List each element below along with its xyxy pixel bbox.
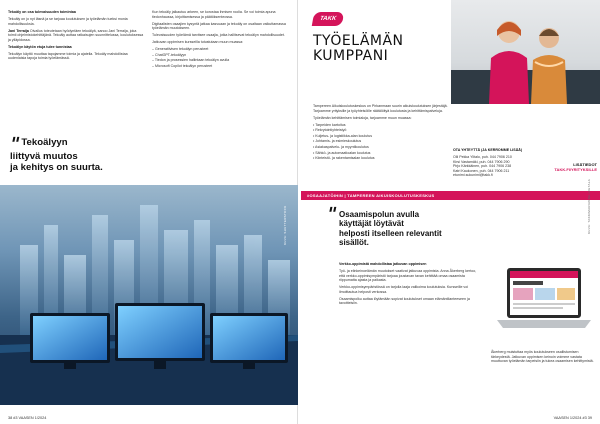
heading-ai-benefits: Tekoälyn käytön etuja tulee tunnistaa <box>8 44 72 49</box>
quote-line: käyttäjät löytävät <box>339 219 404 229</box>
contact-line: Kirsi Vastamäki, puh. 044 7906 290 <box>453 159 510 164</box>
pull-quote <box>7 134 150 174</box>
title-line: TYÖELÄMÄN <box>313 33 404 49</box>
left-page <box>0 0 298 424</box>
list-item: • Sähkö- ja automaatioalan koulutus <box>313 150 371 155</box>
paragraph: Tampereen Aikuiskoulutuskeskus on Pirkanmaan suurin aikuiskoulutuksen järjestäjä. Tarjoamme yrityksille ja työyhteisöille räätälöityä koulutusta ja kehittämispalveluja. <box>313 104 448 113</box>
pull-quote <box>324 204 489 248</box>
list-item: – Tiedon ja prosessien hallintaan tekoälyn avulla <box>152 58 230 63</box>
banner-bar <box>301 191 600 200</box>
paragraph: Työ- ja elinkeinoelämän muutokset vaativat jatkuvaa oppimista. Anna Åkerberg kertoo, että verkko-oppimisympäristö tarjoaa joustavan tavan kehittää omaa osaamista riippumatta ajasta ja paikasta. <box>339 268 477 283</box>
quote-mark-icon: " <box>7 134 22 155</box>
paragraph: Tulevaisuuden työelämä tarvitsee osaajia, jotka hallitsevat tekoälyn mahdollisuudet. <box>152 33 285 38</box>
list-item: – ChatGPT-tekoälyyn <box>152 52 187 57</box>
article-side-text <box>491 350 595 366</box>
paragraph: Verkko-oppimisympäristössä on tarjolla laaja valikoima koulutuksia. Kursseille voi ilmoittautua helposti verkossa. <box>339 285 469 294</box>
list-item: – Microsoft Copilot tekoälyn perusteet <box>152 63 213 68</box>
quote-line: ja kehitys on suurta. <box>10 161 103 173</box>
quote-line: helposti itselleen relevantit <box>339 228 442 238</box>
logo-text: TAKK <box>319 16 337 22</box>
laptop-photo <box>491 178 595 346</box>
monitor-icon <box>30 313 110 369</box>
quote-line: Osaamispolun avulla <box>339 210 420 219</box>
list-item: • Rekrytointiyhteistyö <box>313 128 347 133</box>
page-footer: 38 #3 VAASEN 1/2024 <box>8 416 47 420</box>
more-info <box>549 162 597 172</box>
quote-line: liittyvä muutos <box>10 151 78 162</box>
photo-people <box>451 0 600 104</box>
page-footer: VAASEN 1/2024 #3 39 <box>553 416 592 420</box>
monitor-icon <box>210 313 288 369</box>
more-link[interactable]: TAKK.FI/YRITYKSILLE <box>554 167 597 172</box>
course-list <box>152 47 288 68</box>
paragraph: Digitaalisten osaajien kysyntä jatkaa kasvuaan ja tekoäly on osaltaan vaikuttamassa työelämän muutokseen. <box>152 21 286 31</box>
list-intro: Työelämän kehittämisen toimialoja, tarjoamme muun muassa: <box>313 115 412 120</box>
right-page <box>301 0 600 424</box>
service-list <box>313 123 451 161</box>
photo-credit: KUVA: TAKK/MARIANNE HIETALA <box>587 178 591 234</box>
paragraph: Tekoäly on jo nyt läsnä ja se tarjoaa koulutuksen ja työelämän tueksi monia mahdollisuuksia. <box>8 16 128 26</box>
contact-line: Katri Kaukonen, puh. 044 7906 211 <box>453 168 510 173</box>
contact-line: Pirjo Kärkkäinen, puh. 044 7906 238 <box>453 164 512 169</box>
laptop-icon <box>491 262 595 346</box>
takk-logo <box>312 12 344 26</box>
quote-line: Tekoälyyn <box>21 137 68 148</box>
paragraph: Tekoälyn käyttö muuttaa tapojamme toimia ja ajatella. Tekoäly mahdollistaa uudenlaisia tapoja toimia työelämässä. <box>8 51 128 61</box>
contact-line: Olli Pekka Ylitalo, puh. 044 7906 210 <box>453 154 512 159</box>
city-illustration <box>0 185 298 405</box>
contact-heading: OTA YHTEYTTÄ (JA KERROMME LISÄÄ) <box>453 148 523 152</box>
ad-title <box>313 34 443 64</box>
list-item: • Kuljetus- ja logistiikka-alan koulutus <box>313 133 372 138</box>
article-heading: Verkko-oppimistä mahdollistaa jatkuvan oppimisen <box>339 262 427 266</box>
contact-box <box>453 148 545 178</box>
ad-intro <box>313 104 451 162</box>
list-intro: Jatkuvan oppimisen kursseilla tutustutaan muun muassa: <box>152 40 244 45</box>
quote-mark-icon: " <box>324 204 339 225</box>
photo-city-monitors <box>0 185 298 405</box>
quote-line: sisällöt. <box>339 238 369 248</box>
left-column-1 <box>8 10 144 63</box>
contact-email[interactable]: etunimi.sukunimi@takk.fi <box>453 173 493 178</box>
people-illustration <box>451 0 600 104</box>
left-column-2 <box>152 10 288 70</box>
more-label: LISÄTIEDOT <box>573 162 597 167</box>
paragraph: Kun tekoäly jalkautuu arkeen, se korostaa ihmisen roolia. Se voi toimia apuna tiedonhaussa, kirjoittamisessa ja päätöksenteossa. <box>152 10 276 19</box>
title-line: KUMPPANI <box>313 48 389 64</box>
heading-ai-future: Tekoäly on osa tulevaisuuden toimintaa <box>8 10 76 14</box>
list-item: • Asiakaspalvelu- ja myyntikoulutus <box>313 144 369 149</box>
paragraph: Oivallus toteutetaan hyödyntäen tekoälyä, sanoo Jani Terraija, joka toimii ohjelmistokehittäjänä. Tekoäly auttaa ratkaisujen suunnittelussa, koulutuksessa ja ylläpidossa. <box>8 28 144 42</box>
monitor-icon <box>115 303 205 369</box>
author-name: Jani Terraija <box>8 28 29 33</box>
list-item: • Tarpeiden kartoitus <box>313 122 346 127</box>
paragraph: Åkerberg muistuttaa myös koulutukseen osallistumisen tärkeydestä. Jatkuvan oppimisen keinoin voimme vastata muuttuvan työelämän tarpeisiin ja tukea osaamisen kehittymistä. <box>491 350 594 364</box>
list-item: • Johtamis- ja esimieskoulutus <box>313 139 362 144</box>
banner-text: #OSAAJATÖIHIN | TAMPEREEN AIKUISKOULUTUSKESKUS <box>307 193 435 198</box>
list-item: • Kiinteistö- ja rakentamisalan koulutus <box>313 156 375 161</box>
list-item: – Generatiivisen tekoälyn perusteet <box>152 47 209 52</box>
photo-credit: KUVA: SHUTTERSTOCK <box>283 205 287 245</box>
article-body <box>339 262 479 308</box>
paragraph: Osaamispolku auttaa löytämään sopivat koulutukset omaan elämäntilanteeseen ja tavoitteisiin. <box>339 296 470 306</box>
